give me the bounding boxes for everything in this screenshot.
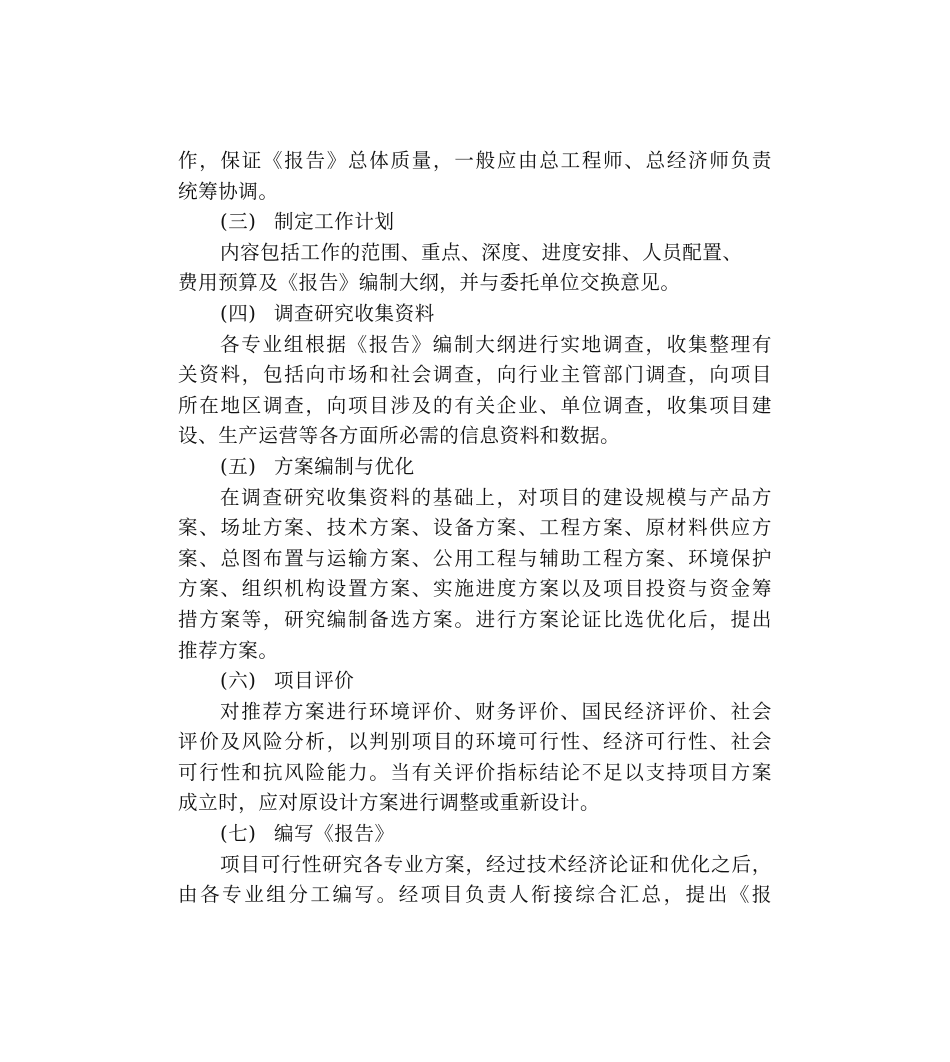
section-number: (六) bbox=[220, 669, 257, 693]
section-title: 编写《报告》 bbox=[274, 822, 395, 846]
body-text-line: 各专业组根据《报告》编制大纲进行实地调查，收集整理有 bbox=[220, 332, 772, 356]
section-title: 项目评价 bbox=[274, 669, 355, 693]
body-text-line: 作，保证《报告》总体质量，一般应由总工程师、总经济师负责 bbox=[178, 149, 772, 172]
section-number: (五) bbox=[220, 454, 257, 478]
body-text-line: 评价及风险分析，以判别项目的环境可行性、经济可行性、社会 bbox=[178, 730, 772, 754]
body-text-line: 内容包括工作的范围、重点、深度、进度安排、人员配置、 bbox=[220, 240, 743, 264]
section-title: 方案编制与优化 bbox=[274, 454, 415, 478]
body-text-line: 设、生产运营等各方面所必需的信息资料和数据。 bbox=[178, 424, 621, 448]
body-text-line: 可行性和抗风险能力。当有关评价指标结论不足以支持项目方案 bbox=[178, 760, 772, 784]
body-text-line: 由各专业组分工编写。经项目负责人衔接综合汇总，提出《报 bbox=[178, 883, 772, 907]
body-text-line: 统筹协调。 bbox=[178, 179, 279, 203]
body-text-line: 费用预算及《报告》编制大纲，并与委托单位交换意见。 bbox=[178, 271, 681, 295]
section-title: 制定工作计划 bbox=[274, 210, 395, 234]
document-body bbox=[178, 146, 778, 911]
section-title: 调查研究收集资料 bbox=[274, 301, 435, 325]
section-number: (七) bbox=[220, 822, 257, 846]
body-text-line: 所在地区调查，向项目涉及的有关企业、单位调查，收集项目建 bbox=[178, 393, 772, 417]
section-heading bbox=[178, 819, 778, 850]
body-text-line: 方案、组织机构设置方案、实施进度方案以及项目投资与资金筹 bbox=[178, 577, 772, 601]
body-text-line: 项目可行性研究各专业方案，经过技术经济论证和优化之后， bbox=[220, 852, 772, 876]
section-heading bbox=[178, 452, 778, 483]
body-text-line: 措方案等，研究编制备选方案。进行方案论证比选优化后，提出 bbox=[178, 607, 772, 631]
body-text-line: 关资料，包括向市场和社会调查，向行业主管部门调查，向项目 bbox=[178, 363, 772, 387]
section-number: (四) bbox=[220, 301, 257, 325]
body-text-line: 案、总图布置与运输方案、公用工程与辅助工程方案、环境保护 bbox=[178, 546, 772, 570]
body-text-line: 对推荐方案进行环境评价、财务评价、国民经济评价、社会 bbox=[220, 699, 772, 723]
section-heading bbox=[178, 299, 778, 330]
section-number: (三) bbox=[220, 210, 257, 234]
body-text-line: 在调查研究收集资料的基础上，对项目的建设规模与产品方 bbox=[220, 485, 772, 509]
section-heading bbox=[178, 666, 778, 697]
body-text-line: 推荐方案。 bbox=[178, 638, 279, 662]
body-text-line: 案、场址方案、技术方案、设备方案、工程方案、原材料供应方 bbox=[178, 516, 772, 540]
section-heading bbox=[178, 207, 778, 238]
body-text-line: 成立时，应对原设计方案进行调整或重新设计。 bbox=[178, 791, 601, 815]
